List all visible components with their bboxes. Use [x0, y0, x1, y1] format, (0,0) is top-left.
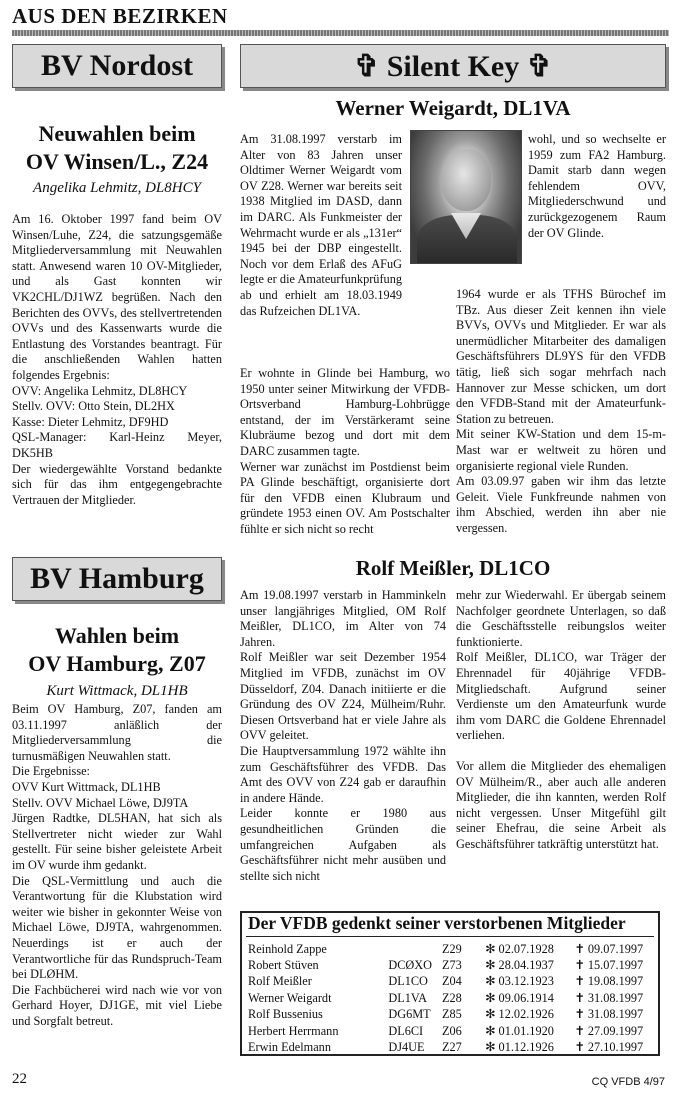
page-number: 22	[12, 1071, 27, 1087]
member-born: ✻ 02.07.1928	[485, 941, 554, 956]
article-byline-winsen: Angelika Lehmitz, DL8HCY	[33, 180, 201, 196]
member-name: Reinhold Zappe	[248, 941, 327, 956]
table-row	[248, 974, 658, 990]
article-title-hamburg	[12, 622, 222, 678]
memorial-box	[240, 911, 660, 1056]
banner-bv-nordost: BV Nordost	[12, 44, 222, 88]
result-line: Kasse: Dieter Lehmitz, DF9HD	[12, 414, 169, 429]
result-line: OVV Kurt Wittmack, DL1HB	[12, 779, 161, 794]
article-title-line1: Neuwahlen beim	[38, 121, 196, 146]
obituary-weigardt-col2b	[456, 287, 666, 537]
member-died: ✝ 31.08.1997	[574, 990, 644, 1005]
portrait-photo	[410, 130, 522, 264]
paragraph: Am 31.08.1997 verstarb im Alter von 83 Jahren unser Oldtimer Werner Weigardt vom OV Z28. Werner war bereits seit 1938 Mitglied im DASD, dann im DARC. Als Funkmeister der Wehrmacht wurde er als „131er“ 1945 bei der DBP eingestellt. Noch vor dem Erlaß des AFuG legte er die Amateurfunkprüfung ab und erhielt am 18.03.1949 das Rufzeichen DL1VA.	[240, 132, 402, 318]
section-title: AUS DEN BEZIRKEN	[12, 4, 228, 28]
member-name: Herbert Herrmann	[248, 1023, 339, 1038]
table-row	[248, 1007, 658, 1023]
banner-bv-hamburg: BV Hamburg	[12, 557, 222, 601]
paragraph: Vor allem die Mitglieder des ehemaligen OV Mülheim/R., aber auch alle anderen Mitglieder, die ihn kannten, werden Rolf nicht vergessen. Unser Mitgefühl gilt seiner Ehefrau, die seine Arbeit als Geschäftsführer tatkräftig unterstützt hat.	[456, 758, 666, 851]
paragraph: Am 16. Oktober 1997 fand beim OV Winsen/Luhe, Z24, die satzungsgemäße Mitgliederversammlung mit Neuwahlen statt. Anwesend waren 10 OV-Mitglieder, und als Gast konnten wir VK2CHL/DJ1WZ begrüßen. Nach den Berichten des OVVs, des stellvertretenden OVVs und des Kassenwarts wurde die Entlastung des Vorstandes beantragt. Für die anschließenden Wahlen hatten folgendes Ergebnis:	[12, 212, 222, 382]
member-born: ✻ 03.12.1923	[485, 974, 554, 989]
obituary-weigardt-col2a	[528, 132, 666, 241]
article-title-winsen	[12, 120, 222, 176]
member-name: Rolf Meißler	[248, 974, 312, 989]
obituary-title-meissler: Rolf Meißler, DL1CO	[355, 556, 551, 580]
result-line: QSL-Manager: Karl-Heinz Meyer, DK5HB	[12, 430, 222, 460]
article-body-winsen	[12, 212, 222, 508]
article-body-hamburg	[12, 702, 222, 1029]
member-call	[388, 941, 442, 957]
member-ov: Z85	[441, 1007, 462, 1022]
result-line: Stellv. OVV Michael Löwe, DJ9TA	[12, 795, 189, 810]
member-died: ✝ 27.09.1997	[574, 1023, 644, 1038]
paragraph: Jürgen Radtke, DL5HAN, hat sich als Stellvertreter nicht wieder zur Wahl gestellt. Für seine bisher geleistete Arbeit im OV wurde ihm gedankt.	[12, 811, 222, 872]
member-died: ✝ 31.08.1997	[574, 1007, 644, 1022]
paragraph: Der wiedergewählte Vorstand bedankte sich für das ihm entgegengebrachte Vertrauen der Mitglieder.	[12, 461, 222, 507]
banner-silent-key: ✞ Silent Key ✞	[240, 44, 666, 88]
article-title-line2: OV Winsen/L., Z24	[25, 149, 209, 174]
member-call: DL1CO	[388, 974, 428, 989]
journal-issue: CQ VFDB 4/97	[591, 1076, 665, 1088]
member-died: ✝ 27.10.1997	[574, 1040, 644, 1055]
memorial-title: Der VFDB gedenkt seiner verstorbenen Mitglieder	[248, 913, 626, 933]
member-born: ✻ 12.02.1926	[485, 1007, 554, 1022]
member-died: ✝ 15.07.1997	[574, 958, 644, 973]
member-name: Werner Weigardt	[248, 990, 332, 1005]
paragraph: 1964 wurde er als TFHS Bürochef im TBz. Aus dieser Zeit kennen ihn viele BVVs, OVVs und Mitglieder. Er war als unermüdlicher Mitarbeiter des damaligen Geschäftsführers DL9YS für den VFDB tätig, ließ sich sogar mehrfach nach Hannover zur Messe schicken, um dort den VFDB-Stand mit der Amateurfunk-Station zu betreuen.	[456, 287, 666, 426]
member-call: DL6CI	[388, 1023, 424, 1038]
member-call: DL1VA	[388, 990, 428, 1005]
table-row	[248, 990, 658, 1006]
article-title-line1: Wahlen beim	[54, 623, 180, 648]
member-born: ✻ 09.06.1914	[485, 990, 554, 1005]
article-byline-hamburg: Kurt Wittmack, DL1HB	[46, 683, 188, 699]
member-name: Rolf Bussenius	[248, 1007, 323, 1022]
paragraph: Rolf Meißler, DL1CO, war Träger der Ehrennadel für 40jährige VFDB-Mitgliedschaft. Aufgrund seiner Verdienste um den Amateurfunk wurde ihm vom DARC die Goldene Ehrennadel verliehen.	[456, 650, 666, 743]
result-line: OVV: Angelika Lehmitz, DL8HCY	[12, 383, 188, 398]
paragraph: Er wohnte in Glinde bei Hamburg, wo 1950 unter seiner Mitwirkung der VFDB-Ortsverband Hamburg-Lohbrügge entstand, der im Verstärkeramt seine Klubräume bezog und dort mit dem DARC zusammen tagte.	[240, 366, 450, 458]
paragraph: Leider konnte er 1980 aus gesundheitlichen Gründen die umfangreichen Aufgaben als Geschäftsführer nicht mehr ausüben und stellte sich nicht	[240, 806, 446, 883]
memorial-rule	[246, 936, 654, 937]
paragraph: wohl, und so wechselte er 1959 zum FA2 Hamburg. Damit starb dann wegen fehlendem OVV, Mitgliederschwund und zurückgezogenem Raum der OV Glinde.	[528, 132, 666, 240]
table-row	[248, 957, 658, 973]
table-row	[248, 1039, 658, 1055]
member-call: DJ4UE	[388, 1040, 425, 1055]
member-ov: Z73	[441, 958, 462, 973]
paragraph: Am 19.08.1997 verstarb in Hamminkeln unser langjähriges Mitglied, OM Rolf Meißler, DL1CO, im Alter von 74 Jahren.	[240, 588, 446, 649]
member-born: ✻ 01.12.1926	[485, 1040, 554, 1055]
paragraph: Die QSL-Vermittlung und auch die Verantwortung für die Klubstation wird weiter wie bisher in gekonnter Weise von Michael Löwe, DJ9TA, wahrgenommen. Neuerdings ist er auch der Verantwortliche für das Rundspruch-Team bei DLØHM.	[12, 873, 222, 982]
member-name: Erwin Edelmann	[248, 1040, 331, 1055]
paragraph: Werner war zunächst im Postdienst beim PA Glinde beschäftigt, organisierte dort für den VFDB einen Klubraum und gründete 1953 einen OV. Am Postschalter fühlte er sich nicht so recht	[240, 459, 450, 536]
obituary-weigardt-col1b	[240, 366, 450, 538]
obituary-title-weigardt: Werner Weigardt, DL1VA	[335, 96, 571, 120]
table-row	[248, 941, 658, 957]
result-line: Die Ergebnisse:	[12, 764, 90, 779]
member-ov: Z27	[441, 1040, 462, 1055]
paragraph: Die Fachbücherei wird nach wie vor von Gerhard Hoyer, DJ1GE, mit viel Liebe und Sorgfalt betreut.	[12, 982, 222, 1028]
member-born: ✻ 01.01.1920	[485, 1023, 554, 1038]
member-ov: Z29	[441, 941, 462, 956]
paragraph: Die Hauptversammlung 1972 wählte ihn zum Geschäftsführer des VFDB. Das Amt des OVV von Z24 gab er daraufhin in andere Hände.	[240, 743, 446, 805]
article-title-line2: OV Hamburg, Z07	[28, 651, 206, 676]
member-ov: Z04	[441, 974, 462, 989]
member-ov: Z28	[441, 990, 462, 1005]
paragraph: Am 03.09.97 gaben wir ihm das letzte Geleit. Viele Funkfreunde nahmen von ihm Abschied, werden ihn aber nie vergessen.	[456, 474, 666, 535]
header-rule	[12, 30, 669, 36]
member-died: ✝ 19.08.1997	[574, 974, 644, 989]
member-born: ✻ 28.04.1937	[485, 958, 554, 973]
member-call: DG6MT	[388, 1007, 431, 1022]
paragraph: Beim OV Hamburg, Z07, fanden am 03.11.1997 anläßlich der Mitgliederversammlung die turnusmäßigen Neuwahlen statt.	[12, 702, 222, 763]
obituary-meissler-col2	[456, 588, 666, 853]
memorial-table	[248, 941, 658, 1056]
obituary-meissler-col1	[240, 588, 446, 884]
paragraph: Rolf Meißler war seit Dezember 1954 Mitglied im VFDB, zunächst im OV Düsseldorf, Z04. Danach initiierte er die Gründung des OV Z24, Mülheim/Ruhr. Diesen Ortsverband hat er viele Jahre als OVV geleitet.	[240, 650, 446, 743]
table-row	[248, 1023, 658, 1039]
member-name: Robert Stüven	[248, 958, 319, 973]
result-line: Stellv. OVV: Otto Stein, DL2HX	[12, 399, 175, 414]
photo-head-shape	[441, 149, 491, 211]
paragraph: mehr zur Wiederwahl. Er übergab seinem Nachfolger geordnete Unterlagen, so daß die Geschäftsstelle reibungslos weiter funktionierte.	[456, 588, 666, 649]
obituary-weigardt-col1a	[240, 132, 402, 319]
member-died: ✝ 09.07.1997	[574, 941, 644, 956]
member-call: DCØXO	[388, 958, 433, 973]
member-ov: Z06	[441, 1023, 462, 1038]
paragraph: Mit seiner KW-Station und dem 15-m-Mast war er weltweit zu hören und organisierte regional viele Runden.	[456, 427, 666, 473]
